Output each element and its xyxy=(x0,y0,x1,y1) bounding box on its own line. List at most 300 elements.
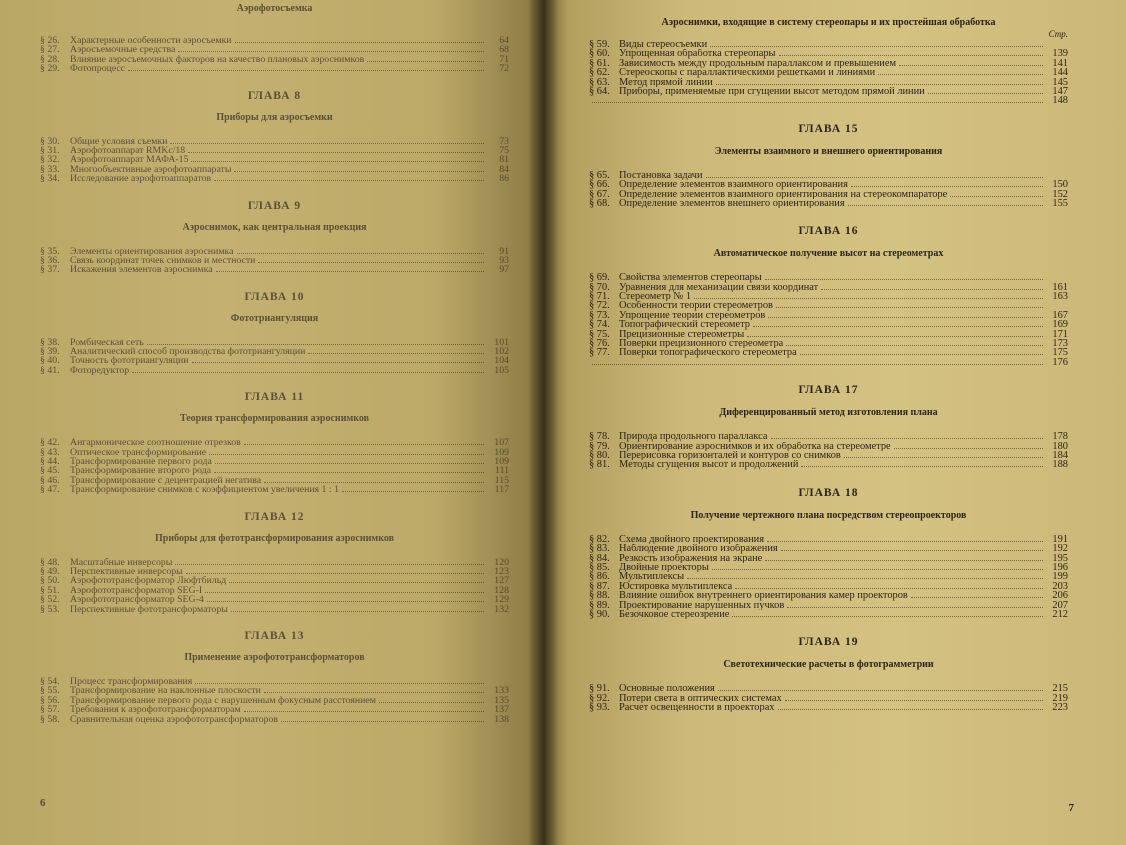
toc-entry-continuation xyxy=(589,357,1068,366)
page-ref: 139 xyxy=(1052,48,1068,60)
spacer xyxy=(589,419,1068,431)
page-ref: 207 xyxy=(1052,599,1068,611)
toc-entry xyxy=(589,553,1068,562)
section-number: § 80. xyxy=(589,449,610,461)
section-number: § 83. xyxy=(589,543,610,555)
section-number: § 36. xyxy=(40,254,60,266)
section-number: § 51. xyxy=(40,584,60,596)
toc-entry xyxy=(589,441,1068,450)
page-ref: 199 xyxy=(1052,571,1068,583)
page-ref: 86 xyxy=(499,173,509,185)
page-ref: 137 xyxy=(494,704,509,716)
page-ref: 173 xyxy=(1052,338,1068,350)
toc-entry xyxy=(589,609,1068,618)
toc-entry xyxy=(40,136,509,145)
section-number: § 65. xyxy=(589,169,610,181)
section-number: § 73. xyxy=(589,309,610,321)
toc-entry xyxy=(40,337,509,346)
section-number: § 74. xyxy=(589,319,610,331)
spacer xyxy=(589,0,1068,16)
dot-leader xyxy=(706,170,1043,178)
toc-entry xyxy=(40,255,509,264)
chapter-label: ГЛАВА 8 xyxy=(247,89,302,102)
toc-entry xyxy=(589,329,1068,338)
chapter-label: ГЛАВА 13 xyxy=(244,629,305,642)
section-number: § 58. xyxy=(40,713,60,725)
dot-leader xyxy=(779,48,1043,56)
section-title: Сравнительная оценка аэрофототрансформаторов xyxy=(70,714,279,724)
dot-leader xyxy=(195,676,484,684)
dot-leader xyxy=(205,585,484,593)
section-title: Упрощение теории стереометров xyxy=(619,310,766,321)
chapter-title: Элементы взаимного и внешнего ориентирования xyxy=(714,145,943,157)
section-title: Трансформирование на наклонные плоскости xyxy=(70,686,261,696)
page-ref: 171 xyxy=(1052,328,1068,340)
section-number: § 81. xyxy=(589,459,610,471)
section-title: Фоторедуктор xyxy=(70,365,130,376)
toc-entry xyxy=(589,179,1068,191)
dot-leader xyxy=(786,338,1043,346)
dot-leader xyxy=(342,484,484,492)
dot-leader xyxy=(753,319,1043,327)
section-title: Виды стереосъемки xyxy=(619,40,708,50)
section-number: § 27. xyxy=(40,44,60,56)
section-title: Ориентирование аэроснимков и их обработка на стереометре xyxy=(619,441,891,451)
spacer xyxy=(589,207,1068,224)
dot-leader xyxy=(234,164,484,172)
toc-entry xyxy=(589,310,1068,319)
dot-leader xyxy=(778,702,1044,710)
dot-leader xyxy=(229,575,484,583)
section-number: § 82. xyxy=(589,533,610,545)
spacer xyxy=(40,274,509,290)
section-title: Юстировка мультиплекса xyxy=(619,581,733,592)
page-ref: 175 xyxy=(1052,347,1068,359)
page-ref: 191 xyxy=(1052,533,1068,545)
section-number: § 44. xyxy=(40,456,60,468)
spacer xyxy=(40,494,509,510)
toc-entry xyxy=(589,189,1068,198)
section-title: Определение элементов взаимного ориентирования xyxy=(619,180,848,190)
dot-leader xyxy=(264,475,484,483)
page-ref: 148 xyxy=(1052,95,1068,107)
spacer xyxy=(589,397,1068,406)
toc-entry xyxy=(40,575,509,587)
section-number: § 92. xyxy=(589,692,610,704)
section-title: Схема двойного проектирования xyxy=(619,534,764,545)
dot-leader xyxy=(735,581,1043,589)
right-page-number: 7 xyxy=(1068,802,1074,814)
chapter-title: Светотехнические расчеты в фотограмметрии xyxy=(723,659,934,671)
section-number: § 93. xyxy=(589,702,610,714)
spacer xyxy=(40,73,509,89)
dot-leader xyxy=(785,693,1043,701)
page-ref: 219 xyxy=(1052,692,1068,704)
page-ref: 135 xyxy=(494,694,509,706)
section-title: Влияние аэросъемочных факторов на качество плановых аэроснимков xyxy=(70,54,365,65)
dot-leader xyxy=(694,291,1043,299)
chapter-label: ГЛАВА 11 xyxy=(244,391,305,404)
right-page xyxy=(545,0,1126,845)
section-number: § 69. xyxy=(589,272,610,284)
chapter-label: ГЛАВА 9 xyxy=(247,199,302,212)
section-number: § 62. xyxy=(589,67,610,79)
page-ref: 196 xyxy=(1052,561,1068,573)
page-ref: 178 xyxy=(1052,431,1068,443)
page-ref: 91 xyxy=(499,245,509,257)
dot-leader xyxy=(928,86,1043,94)
spacer xyxy=(40,213,509,221)
section-title: Аэросъемочные средства xyxy=(70,45,176,55)
page-ref: 102 xyxy=(494,346,509,358)
toc-entry xyxy=(40,704,509,716)
section-title: Перерисовка горизонталей и контуров со снимков xyxy=(619,450,841,461)
toc-entry xyxy=(589,77,1068,86)
dot-leader xyxy=(237,246,484,254)
section-number: § 56. xyxy=(40,694,60,706)
spacer xyxy=(40,545,509,557)
dot-leader xyxy=(765,272,1043,280)
section-number: § 42. xyxy=(40,437,60,449)
dot-leader xyxy=(379,695,484,703)
page-ref: 111 xyxy=(495,465,509,477)
dot-leader xyxy=(848,198,1043,206)
spacer xyxy=(40,304,509,312)
spacer xyxy=(40,374,509,390)
spacer xyxy=(589,618,1068,635)
section-number: § 72. xyxy=(589,300,610,312)
toc-entry xyxy=(589,291,1068,303)
section-number: § 38. xyxy=(40,336,60,348)
section-number: § 68. xyxy=(589,197,610,209)
toc-entry xyxy=(589,571,1068,583)
section-title: Трансформирование первого рода xyxy=(70,457,212,467)
section-number: § 67. xyxy=(589,188,610,200)
chapter-label: ГЛАВА 16 xyxy=(798,225,859,238)
page-ref: 81 xyxy=(499,154,509,166)
toc-entry xyxy=(40,695,509,704)
toc-entry xyxy=(589,347,1068,359)
dot-leader xyxy=(214,465,484,473)
chapter-label: ГЛАВА 19 xyxy=(798,636,859,649)
section-number: § 39. xyxy=(40,346,60,358)
spacer xyxy=(589,29,1068,39)
spacer xyxy=(40,103,509,111)
page-ref: 129 xyxy=(494,594,509,606)
toc-entry xyxy=(589,683,1068,695)
toc-entry xyxy=(40,447,509,456)
section-number: § 61. xyxy=(589,57,610,69)
toc-entry xyxy=(589,431,1068,443)
toc-entry xyxy=(589,58,1068,67)
section-title: Аэрофототрансформатор Люфтбильд xyxy=(70,576,227,586)
section-title: Точность фототриангуляции xyxy=(70,356,189,366)
page-ref: 115 xyxy=(494,474,509,486)
dot-leader xyxy=(178,44,484,52)
section-number: § 34. xyxy=(40,173,60,185)
toc-entry xyxy=(40,594,509,606)
page-ref: 188 xyxy=(1052,459,1068,471)
chapter-title: Получение чертежного плана посредством стереопроекторов xyxy=(690,509,967,521)
dot-leader xyxy=(800,347,1043,355)
dot-leader xyxy=(899,58,1043,66)
section-title: Двойные проекторы xyxy=(619,562,709,573)
section-title: Прецизионные стереометры xyxy=(619,329,745,340)
page-ref: 117 xyxy=(494,484,509,496)
dot-leader xyxy=(209,447,484,455)
page-ref: 138 xyxy=(494,713,509,725)
section-title: Многообъективные аэрофотоаппараты xyxy=(70,164,232,175)
dot-leader xyxy=(186,566,484,574)
toc-entry xyxy=(589,86,1068,95)
toc-entry xyxy=(40,676,509,685)
section-number: § 29. xyxy=(40,63,60,75)
page-ref: 72 xyxy=(499,63,509,75)
dot-leader xyxy=(821,282,1043,290)
page-ref: 176 xyxy=(1052,356,1068,368)
section-title: Приборы, применяемые при сгущении высот методом прямой линии xyxy=(619,86,925,97)
page-ref: 109 xyxy=(494,446,509,458)
page-ref: 84 xyxy=(499,163,509,175)
left-page xyxy=(0,0,545,845)
section-number: § 32. xyxy=(40,154,60,166)
toc-entry xyxy=(40,484,509,496)
section-number: § 63. xyxy=(589,76,610,88)
dot-leader xyxy=(132,365,484,373)
toc-entry xyxy=(40,456,509,468)
section-number: § 53. xyxy=(40,603,60,615)
page-ref: 169 xyxy=(1052,319,1068,331)
page-ref: 152 xyxy=(1052,188,1068,200)
toc-entry xyxy=(589,48,1068,60)
page-ref: 123 xyxy=(494,565,509,577)
section-title: Постановка задачи xyxy=(619,170,703,181)
dot-leader xyxy=(592,95,1043,103)
page-ref: 109 xyxy=(494,456,509,468)
toc-entry xyxy=(40,154,509,166)
dot-leader xyxy=(191,154,484,162)
section-number: § 71. xyxy=(589,291,610,303)
section-title: Уравнения для механизации связи координат xyxy=(619,282,819,293)
section-number: § 49. xyxy=(40,565,60,577)
dot-leader xyxy=(781,543,1043,551)
toc-entry xyxy=(589,67,1068,79)
spacer xyxy=(589,500,1068,509)
section-number: § 46. xyxy=(40,474,60,486)
page-ref: 215 xyxy=(1052,683,1068,695)
dot-leader xyxy=(264,685,484,693)
toc-entry xyxy=(589,272,1068,284)
toc-entry xyxy=(589,562,1068,571)
toc-entry xyxy=(40,437,509,449)
section-title: Ромбическая сеть xyxy=(70,337,144,348)
spacer xyxy=(589,366,1068,383)
spacer xyxy=(40,404,509,412)
section-number: § 79. xyxy=(589,440,610,452)
page-ref: 180 xyxy=(1052,440,1068,452)
section-title: Фотопроцесс xyxy=(70,64,126,74)
spacer xyxy=(589,238,1068,247)
dot-leader xyxy=(308,346,484,354)
section-number: § 43. xyxy=(40,446,60,458)
dot-leader xyxy=(216,264,484,272)
section-number: § 64. xyxy=(589,85,610,97)
page-ref: 223 xyxy=(1052,702,1068,714)
section-number: § 48. xyxy=(40,556,60,568)
chapter-label: ГЛАВА 17 xyxy=(798,384,859,397)
chapter-title: Диференцированный метод изготовления плана xyxy=(719,407,938,419)
page-ref: 107 xyxy=(494,437,509,449)
toc-entry xyxy=(589,600,1068,609)
spacer xyxy=(589,671,1068,683)
section-number: § 89. xyxy=(589,599,610,611)
chapter-label: ГЛАВА 10 xyxy=(244,290,305,303)
spacer xyxy=(40,234,509,246)
page-ref: 73 xyxy=(499,135,509,147)
page-ref: 145 xyxy=(1052,76,1068,88)
section-number: § 77. xyxy=(589,347,610,359)
spacer xyxy=(40,425,509,437)
chapter-title: Автоматическое получение высот на стереометрах xyxy=(713,248,944,260)
page-ref: 132 xyxy=(494,603,509,615)
section-title: Безочковое стереозрение xyxy=(619,609,730,620)
chapter-title: Применение аэрофототрансформаторов xyxy=(184,651,365,663)
toc-entry xyxy=(40,365,509,374)
page-ref: 206 xyxy=(1052,590,1068,602)
spacer xyxy=(589,260,1068,272)
toc-entry xyxy=(40,173,509,185)
toc-entry xyxy=(589,198,1068,207)
section-title: Стереометр № 1 xyxy=(619,292,692,302)
dot-leader xyxy=(244,437,484,445)
dot-leader xyxy=(787,600,1043,608)
section-title: Аэрофотоаппарат RMKc/18 xyxy=(70,145,186,156)
page-ref: 93 xyxy=(499,254,509,266)
dot-leader xyxy=(281,714,484,722)
chapter-title: Теория трансформирования аэроснимков xyxy=(179,413,370,425)
toc-entry xyxy=(589,543,1068,555)
spacer xyxy=(40,643,509,651)
page-ref: 144 xyxy=(1052,67,1068,79)
section-title: Перспективные инверсоры xyxy=(70,566,183,577)
section-number: § 70. xyxy=(589,281,610,293)
section-number: § 47. xyxy=(40,484,60,496)
section-number: § 59. xyxy=(589,39,610,50)
section-title: Элементы ориентирования аэроснимка xyxy=(70,246,234,256)
section-title: Природа продольного параллакса xyxy=(619,432,768,442)
section-title: Трансформирование с децентрацией негатива xyxy=(70,475,262,486)
page-ref: 64 xyxy=(499,35,509,46)
page-ref: 184 xyxy=(1052,449,1068,461)
section-title: Связь координат точек снимков и местности xyxy=(70,255,256,266)
section-title: Резкость изображения на экране xyxy=(619,553,763,563)
dot-leader xyxy=(768,310,1043,318)
toc-entry xyxy=(589,170,1068,179)
spacer xyxy=(40,613,509,629)
chapter-label: ГЛАВА 12 xyxy=(244,510,305,523)
toc-entry-continuation xyxy=(589,95,1068,107)
section-title: Расчет освещенности в проекторах xyxy=(619,703,775,713)
chapter-title: Приборы для фототрансформирования аэроснимков xyxy=(154,532,394,544)
section-number: § 85. xyxy=(589,561,610,573)
dot-leader xyxy=(716,77,1043,85)
dot-leader xyxy=(776,300,1043,308)
section-title: Потери света в оптических системах xyxy=(619,693,782,704)
dot-leader xyxy=(710,39,1043,47)
section-number: § 40. xyxy=(40,355,60,367)
toc-entry xyxy=(40,465,509,477)
section-number: § 86. xyxy=(589,571,610,583)
section-title: Аэрофототрансформатор SEG-I xyxy=(70,585,203,596)
toc-entry xyxy=(40,264,509,276)
toc-entry xyxy=(589,282,1068,291)
section-title: Упрощенная обработка стереопары xyxy=(619,49,776,59)
toc-entry xyxy=(589,693,1068,702)
chapter-label: ГЛАВА 15 xyxy=(798,122,859,135)
section-title: Процесс трансформирования xyxy=(70,676,193,687)
section-number: § 30. xyxy=(40,135,60,147)
section-title: Метод прямой линии xyxy=(619,77,713,87)
section-title: Аналитический способ производства фототриангуляции xyxy=(70,347,306,357)
right-page-content xyxy=(589,0,1068,714)
toc-entry xyxy=(40,685,509,697)
chapter-title: Фототриангуляция xyxy=(230,312,319,324)
dot-leader xyxy=(878,67,1043,75)
left-page-content xyxy=(40,0,509,723)
page-ref: 71 xyxy=(499,53,509,65)
page-ref: 150 xyxy=(1052,179,1068,191)
chapter-label: ГЛАВА 18 xyxy=(798,486,859,499)
toc-entry xyxy=(589,300,1068,312)
dot-leader xyxy=(687,571,1043,579)
page-ref: 195 xyxy=(1052,552,1068,564)
section-title: Поверки прецизионного стереометра xyxy=(619,339,784,349)
toc-entry xyxy=(40,566,509,575)
toc-entry xyxy=(40,585,509,594)
dot-leader xyxy=(767,534,1043,542)
spacer xyxy=(40,124,509,136)
toc-entry xyxy=(40,54,509,63)
dot-leader xyxy=(592,357,1043,365)
toc-entry xyxy=(589,590,1068,602)
spacer xyxy=(40,15,509,35)
section-number: § 60. xyxy=(589,48,610,60)
page-ref: 101 xyxy=(494,336,509,348)
section-title: Топографический стереометр xyxy=(619,320,750,330)
toc-entry xyxy=(589,39,1068,48)
section-title: Масштабные инверсоры xyxy=(70,557,173,567)
page-ref: 104 xyxy=(494,355,509,367)
section-title: Исследование аэрофотоаппаратов xyxy=(70,174,212,184)
chapter-title: Приборы для аэросъемки xyxy=(216,111,333,123)
page-ref: 192 xyxy=(1052,543,1068,555)
section-number: § 75. xyxy=(589,328,610,340)
section-number: § 91. xyxy=(589,683,610,695)
section-number: § 33. xyxy=(40,163,60,175)
toc-entry xyxy=(589,534,1068,543)
section-title: Оптическое трансформирование xyxy=(70,447,207,458)
spacer xyxy=(589,136,1068,145)
section-number: § 52. xyxy=(40,594,60,606)
section-number: § 90. xyxy=(589,608,610,620)
section-title: Зависимость между продольным параллаксом и превышением xyxy=(619,58,897,69)
left-page-number: 6 xyxy=(40,797,46,809)
page-ref: 68 xyxy=(499,44,509,56)
page-column-label: Стр. xyxy=(1048,29,1068,39)
section-title: Определение элементов внешнего ориентирования xyxy=(619,198,845,209)
section-number: § 28. xyxy=(40,53,60,65)
section-number: § 57. xyxy=(40,704,60,716)
